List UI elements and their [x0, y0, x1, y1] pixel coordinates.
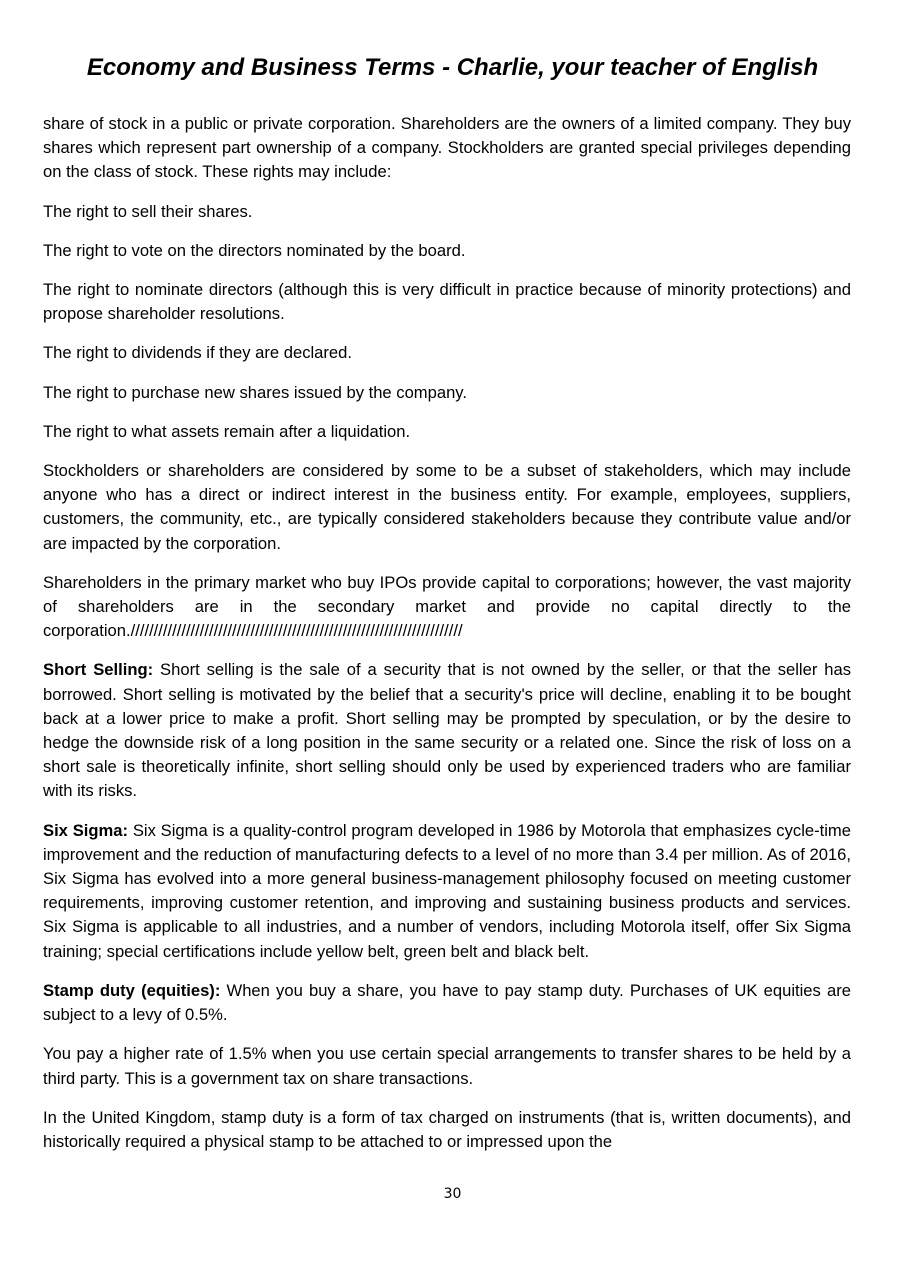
document-body [43, 112, 851, 1169]
paragraph-text: The right to what assets remain after a liquidation. [43, 421, 411, 441]
paragraph-text: Six Sigma is a quality-control program developed in 1986 by Motorola that emphasizes cycle-time improvement and the reduction of manufacturing defects to a level of no more than 3.4 per million. As of 2016, Six Sigma has evolved into a more general business-management philosophy focused on meeting customer requirements, improving customer retention, and improving and sustaining business products and services. Six Sigma is applicable to all industries, and a number of vendors, including Motorola itself, offer Six Sigma training; special certifications include yellow belt, green belt and black belt. [43, 820, 851, 961]
page-number: 30 [443, 1186, 462, 1202]
paragraph-text: Short selling is the sale of a security that is not owned by the seller, or that the seller has borrowed. Short selling is motivated by the belief that a security's price will decline, enabling it to be bought back at a lower price to make a profit. Short selling may be prompted by speculation, or by the desire to hedge the downside risk of a long position in the same security or a related one. Since the risk of loss on a short sale is theoretically infinite, short selling should only be used by experienced traders who are familiar with its risks. [43, 660, 851, 801]
paragraph [43, 420, 851, 444]
paragraph-text: share of stock in a public or private corporation. Shareholders are the owners of a limited company. They buy shares which represent part ownership of a company. Stockholders are granted special privileges depending on the class of stock. These rights may include: [43, 114, 851, 182]
paragraph [43, 979, 851, 1027]
paragraph-text: When you buy a share, you have to pay stamp duty. Purchases of UK equities are subject to a levy of 0.5%. [43, 980, 851, 1025]
page-title: Economy and Business Terms - Charlie, your teacher of English [86, 54, 819, 81]
paragraph-text: Stockholders or shareholders are considered by some to be a subset of stakeholders, which may include anyone who has a direct or indirect interest in the business entity. For example, employees, suppliers, customers, the community, etc., are typically considered stakeholders because they contribute value and/or are impacted by the corporation. [43, 461, 851, 553]
paragraph [43, 200, 851, 224]
paragraph [43, 819, 851, 964]
paragraph-text: You pay a higher rate of 1.5% when you use certain special arrangements to transfer shares to be held by a third party. This is a government tax on share transactions. [43, 1044, 851, 1088]
term-label: Six Sigma: [43, 820, 129, 840]
paragraph [43, 341, 851, 365]
paragraph [43, 112, 851, 185]
paragraph [43, 1042, 851, 1090]
paragraph [43, 1106, 851, 1154]
paragraph-text: The right to nominate directors (although this is very difficult in practice because of minority protections) and propose shareholder resolutions. [43, 280, 851, 324]
paragraph-text: In the United Kingdom, stamp duty is a form of tax charged on instruments (that is, written documents), and historically required a physical stamp to be attached to or impressed upon the [43, 1107, 851, 1151]
paragraph [43, 239, 851, 263]
paragraph [43, 658, 851, 803]
paragraph-text: Shareholders in the primary market who buy IPOs provide capital to corporations; however, the vast majority of shareholders are in the secondary market and provide no capital directly to the corporation.//////////////////////////////////////////////////////////////////////// [43, 572, 851, 641]
term-label: Short Selling: [43, 660, 154, 680]
paragraph-text: The right to vote on the directors nominated by the board. [43, 240, 466, 260]
paragraph-text: The right to dividends if they are declared. [43, 343, 353, 363]
term-label: Stamp duty (equities): [43, 980, 221, 1000]
paragraph [43, 459, 851, 556]
paragraph-text: The right to purchase new shares issued by the company. [43, 382, 467, 402]
paragraph-text: The right to sell their shares. [43, 201, 253, 221]
paragraph [43, 381, 851, 405]
paragraph [43, 278, 851, 326]
paragraph [43, 571, 851, 644]
